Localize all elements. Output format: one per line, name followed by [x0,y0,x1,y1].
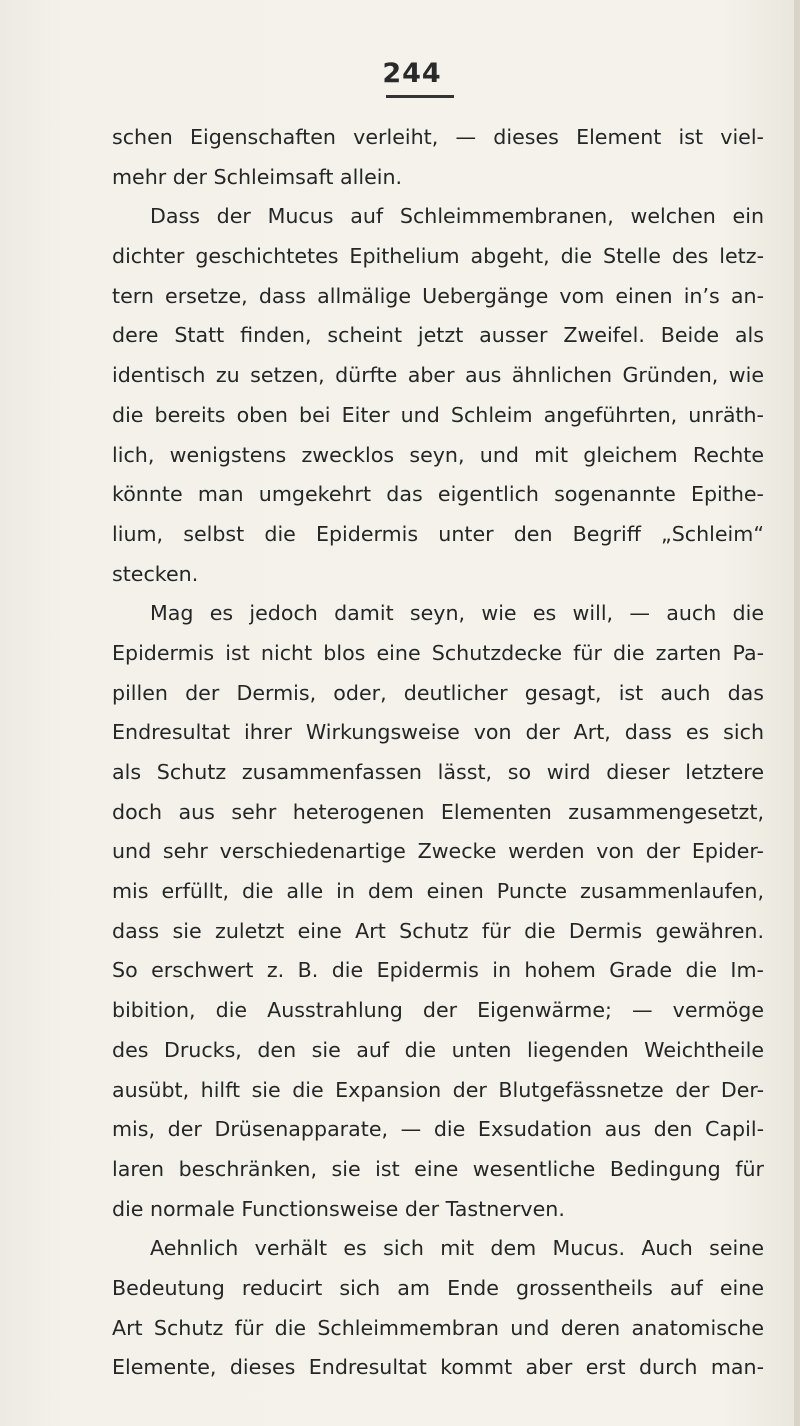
text-line: Elemente, dieses Endresultat kommt aber erst durch man- [112,1355,764,1380]
text-line: die bereits oben bei Eiter und Schleim angeführten, unräth- [112,402,764,427]
text-line: Epidermis ist nicht blos eine Schutzdecke für die zarten Pa- [112,640,764,665]
page-number: 244 [382,58,442,89]
text-line: So erschwert z. B. die Epidermis in hohem Grade die Im- [112,958,764,983]
text-line: dichter geschichtetes Epithelium abgeht, die Stelle des letz- [112,244,764,269]
text-line: die normale Functionsweise der Tastnerven. [112,1196,565,1221]
text-line: Endresultat ihrer Wirkungsweise von der Art, dass es sich [112,720,764,745]
page-edge [794,0,800,1426]
text-line: doch aus sehr heterogenen Elementen zusammengesetzt, [112,799,764,824]
text-line: Art Schutz für die Schleimmembran und deren anatomische [112,1315,764,1340]
text-line: lich, wenigstens zwecklos seyn, und mit gleichem Rechte [112,442,764,467]
header-rule [386,95,454,98]
text-line: tern ersetze, dass allmälige Uebergänge vom einen in’s an- [112,283,764,308]
text-line: Aehnlich verhält es sich mit dem Mucus. Auch seine [150,1236,764,1261]
text-line: lium, selbst die Epidermis unter den Begriff „Schleim“ [112,521,764,546]
text-line: mis erfüllt, die alle in dem einen Puncte zusammenlaufen, [112,879,764,904]
text-line: mehr der Schleimsaft allein. [112,164,403,189]
text-line: des Drucks, den sie auf die unten liegenden Weichtheile [112,1037,764,1062]
text-line: Bedeutung reducirt sich am Ende grossentheils auf eine [112,1275,764,1300]
text-line: ausübt, hilft sie die Expansion der Blutgefässnetze der Der- [112,1077,764,1102]
text-line: als Schutz zusammenfassen lässt, so wird dieser letztere [112,760,764,784]
text-line: Dass der Mucus auf Schleimmembranen, welchen ein [150,204,764,229]
text-line: Mag es jedoch damit seyn, wie es will, — auch die [150,601,764,626]
text-line: stecken. [112,561,199,586]
text-line: dass sie zuletzt eine Art Schutz für die Dermis gewähren. [112,918,764,943]
text-line: pillen der Dermis, oder, deutlicher gesagt, ist auch das [112,680,764,705]
text-line: bibition, die Ausstrahlung der Eigenwärme; — vermöge [112,998,764,1023]
body-text [112,118,764,1388]
text-line: dere Statt finden, scheint jetzt ausser Zweifel. Beide als [112,323,764,348]
text-line: mis, der Drüsenapparate, — die Exsudation aus den Capil- [112,1117,764,1142]
text-line: und sehr verschiedenartige Zwecke werden von der Epider- [112,839,764,864]
text-line: könnte man umgekehrt das eigentlich sogenannte Epithe- [112,482,764,507]
text-line: laren beschränken, sie ist eine wesentliche Bedingung für [112,1156,764,1181]
text-line: schen Eigenschaften verleiht, — dieses Element ist viel- [112,125,764,149]
text-line: identisch zu setzen, dürfte aber aus ähnlichen Gründen, wie [112,363,764,388]
